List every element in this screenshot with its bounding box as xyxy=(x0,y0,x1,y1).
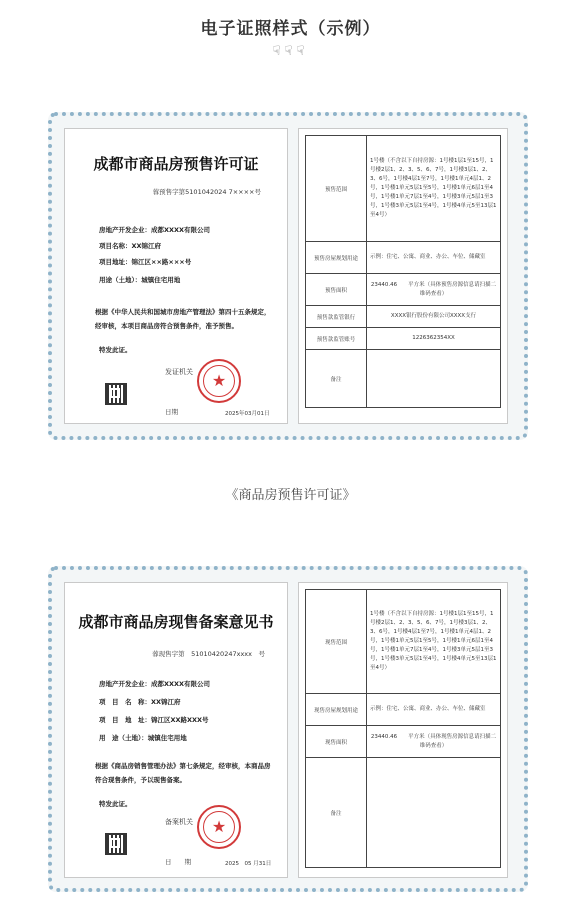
opinion-title: 成都市商品房现售备案意见书 xyxy=(78,613,274,631)
issued-statement: 特发此证。 xyxy=(99,800,132,808)
table-row xyxy=(306,306,501,328)
row-key: 预售范围 xyxy=(306,136,367,242)
table-row xyxy=(306,590,501,694)
land-use-field: 用 途（土地）：城镇住宅用地 xyxy=(99,734,187,742)
row-value: XXXX银行股份有限公司XXXX支行 xyxy=(367,306,501,328)
pointing-hand-icons: ☟☟☟ xyxy=(272,44,309,59)
table-row xyxy=(306,242,501,274)
opinion-back-page xyxy=(298,582,508,878)
qr-code-icon xyxy=(105,833,127,855)
row-value: 1号楼（不含以下自持房源：1号楼1层1至15号，1号楼2层1、2、3、5、6、7号，1号楼3层1、2、3、6号，1号楼4层1至7号，1号楼1单元4层1、2号，1号楼1单元5层1至5号，1号楼1单元6层1至4号，1号楼1单元7层1至4号，1号楼3单元5层1至3号，1号楼3单元5层1至4号，1号楼4单元5至13层1至4号） xyxy=(367,590,501,694)
page-title: 电子证照样式（示例） xyxy=(200,19,381,39)
table-row xyxy=(306,758,501,868)
developer-field: 房地产开发企业：成都XXXX有限公司 xyxy=(99,680,211,688)
sale-filing-opinion-image xyxy=(48,566,528,892)
row-key: 备注 xyxy=(306,758,367,868)
official-seal-icon: ★ xyxy=(197,359,241,403)
row-value xyxy=(367,758,501,868)
opinion-details-table xyxy=(305,589,501,868)
project-name-field: 项 目 名 称：XX锦江府 xyxy=(99,698,181,706)
row-key: 现售范围 xyxy=(306,590,367,694)
table-row xyxy=(306,694,501,726)
permit-title: 成都市商品房预售许可证 xyxy=(93,155,259,173)
row-value: 示例：住宅、公寓、商业、办公、车位、储藏室 xyxy=(367,694,501,726)
presale-permit-image xyxy=(48,112,528,440)
row-key: 预售面积 xyxy=(306,274,367,306)
permit-details-table xyxy=(305,135,501,408)
row-value: 1226362354XX xyxy=(367,328,501,350)
image-caption: 《商品房预售许可证》 xyxy=(225,488,356,503)
permit-number: 蓉预售字第5101042024 7××××号 xyxy=(152,188,261,196)
row-key: 备注 xyxy=(306,350,367,408)
row-key: 预售款监管银行 xyxy=(306,306,367,328)
project-address-field: 项目地址：锦江区××路×××号 xyxy=(99,258,192,266)
row-key: 现售面积 xyxy=(306,726,367,758)
date-label: 日 期 xyxy=(165,858,191,866)
table-row xyxy=(306,726,501,758)
row-key: 预售房屋规划用途 xyxy=(306,242,367,274)
qr-code-icon xyxy=(105,383,127,405)
legal-basis-paragraph: 根据《中华人民共和国城市房地产管理法》第四十五条规定，经审核，本项目商品房符合预售条件，准予预售。 xyxy=(95,308,271,330)
date-label: 日期 xyxy=(165,408,178,416)
row-value: 1号楼（不含以下自持房源：1号楼1层1至15号，1号楼2层1、2、3、5、6、7号，1号楼3层1、2、3、6号，1号楼4层1至7号，1号楼1单元4层1、2号，1号楼1单元5层1至5号，1号楼1单元6层1至4号，1号楼1单元7层1至4号，1号楼3单元5层1至3号，1号楼3单元5层1至4号，1号楼4单元5至13层1至4号） xyxy=(367,136,501,242)
row-value: 23440.46 平方米（具体预售房源信息请扫描二维码查看） xyxy=(367,274,501,306)
row-value xyxy=(367,350,501,408)
project-address-field: 项 目 地 址：锦江区XX路XXX号 xyxy=(99,716,209,724)
permit-front-page xyxy=(64,128,288,424)
table-row xyxy=(306,328,501,350)
table-row xyxy=(306,136,501,242)
opinion-front-page xyxy=(64,582,288,878)
legal-basis-paragraph: 根据《商品房销售管理办法》第七条规定，经审核，本商品房符合现售条件，予以现售备案。 xyxy=(95,762,271,784)
developer-field: 房地产开发企业：成都XXXX有限公司 xyxy=(99,226,211,234)
row-key: 预售款监管账号 xyxy=(306,328,367,350)
permit-back-page xyxy=(298,128,508,424)
opinion-number: 蓉现售字第 51010420247xxxx 号 xyxy=(152,650,265,658)
row-value: 23440.46 平方米（具体现售房源信息请扫描二维码查看） xyxy=(367,726,501,758)
table-row xyxy=(306,350,501,408)
filing-authority-label: 备案机关 xyxy=(165,818,193,826)
issued-statement: 特发此证。 xyxy=(99,346,132,354)
date-value: 2025年03月01日 xyxy=(225,411,270,417)
row-key: 现售房屋规划用途 xyxy=(306,694,367,726)
land-use-field: 用途（土地）：城镇住宅用地 xyxy=(99,276,181,284)
project-name-field: 项目名称：XX锦江府 xyxy=(99,242,162,250)
table-row xyxy=(306,274,501,306)
official-seal-icon: ★ xyxy=(197,805,241,849)
issuing-authority-label: 发证机关 xyxy=(165,368,193,376)
row-value: 示例：住宅、公寓、商业、办公、车位、储藏室 xyxy=(367,242,501,274)
date-value: 2025 05 月31日 xyxy=(225,861,272,867)
